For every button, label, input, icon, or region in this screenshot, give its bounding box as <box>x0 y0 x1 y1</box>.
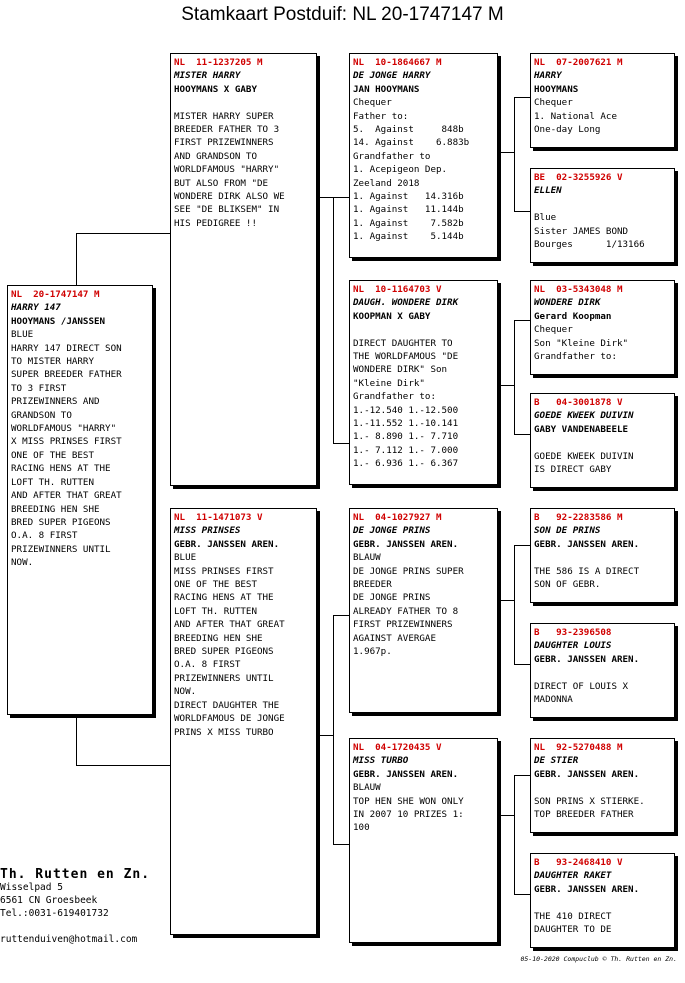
pigeon-name: ELLEN <box>534 185 562 197</box>
pigeon-info-line: BREEDING HEN SHE <box>174 632 263 644</box>
ring-number: NL 20-1747147 M <box>11 289 100 300</box>
pigeon-info-line: SON OF GEBR. <box>534 579 601 591</box>
pigeon-name: HARRY 147 <box>11 302 61 314</box>
ring-number: B 93-2396508 <box>534 627 612 638</box>
pigeon-info-line: 1. Against 7.582b <box>353 217 464 229</box>
pigeon-info-line: ALREADY FATHER TO 8 <box>353 605 459 617</box>
pigeon-info-line: 1.-11.552 1.-10.141 <box>353 418 459 430</box>
pigeon-info-line: DIRECT DAUGHTER THE <box>174 699 280 711</box>
ring-number: NL 11-1237205 M <box>174 57 263 68</box>
pigeon-info-line: BREEDER FATHER TO 3 <box>174 124 280 136</box>
pigeon-info-line: TOP BREEDER FATHER <box>534 809 634 821</box>
pigeon-info-line: THE WORLDFAMOUS "DE <box>353 351 459 363</box>
pigeon-info-line: BLAUW <box>353 782 381 794</box>
pigeon-info-line: DIRECT OF LOUIS X <box>534 680 629 692</box>
pigeon-info-line: BLUE <box>174 552 197 564</box>
pigeon-info-line: PRINS X MISS TURBO <box>174 726 274 738</box>
pigeon-info-line <box>534 896 671 909</box>
pigeon-name: DAUGH. WONDERE DIRK <box>353 297 459 309</box>
pigeon-info-line: PRIZEWINNERS UNTIL <box>174 672 274 684</box>
connector <box>498 385 514 387</box>
pigeon-info-line: AND GRANDSON TO <box>174 150 257 162</box>
pigeon-info-line: 1. Against 14.316b <box>353 191 464 203</box>
owner-email[interactable]: ruttenduiven@hotmail.com <box>0 934 138 945</box>
pigeon-info-line: BREEDING HEN SHE <box>11 503 100 515</box>
pigeon-card-sire-sire <box>349 53 498 258</box>
pigeon-info-line <box>534 551 671 564</box>
ring-number: NL 10-1864667 M <box>353 57 442 68</box>
pigeon-info-line: Son "Kleine Dirk" <box>534 337 629 349</box>
pigeon-info-line: GRANDSON TO <box>11 409 72 421</box>
pigeon-info-line: BLAUW <box>353 552 381 564</box>
pigeon-info-line: HOOYMANS /JANSSEN <box>11 315 106 327</box>
pigeon-info-line: SON PRINS X STIERKE. <box>534 795 645 807</box>
ring-number: NL 03-5343048 M <box>534 284 623 295</box>
connector <box>333 197 350 444</box>
pigeon-info-line: AND AFTER THAT GREAT <box>174 619 285 631</box>
pigeon-info-line: 1. Acepigeon Dep. <box>353 164 448 176</box>
pigeon-info-line: BREEDER <box>353 579 392 591</box>
owner-phone: Tel.:0031-619401732 <box>0 908 109 919</box>
pigeon-info-line: ONE OF THE BEST <box>11 449 94 461</box>
pigeon-info-line: DIRECT DAUGHTER TO <box>353 337 453 349</box>
pigeon-info-line: DE JONGE PRINS SUPER <box>353 565 464 577</box>
pigeon-info-line: LOFT TH. RUTTEN <box>174 605 257 617</box>
pigeon-card-dam-dam-sire <box>530 738 675 833</box>
pigeon-card-sire-sire-sire <box>530 53 675 148</box>
ring-number: B 04-3001878 V <box>534 397 623 408</box>
connector <box>514 97 531 212</box>
pigeon-info-line: HIS PEDIGREE !! <box>174 217 257 229</box>
pigeon-name: HARRY <box>534 70 562 82</box>
pigeon-info-line: PRIZEWINNERS AND <box>11 396 100 408</box>
pigeon-name: MISS PRINSES <box>174 525 241 537</box>
pigeon-info-line: LOFT TH. RUTTEN <box>11 476 94 488</box>
pigeon-info-line: GABY VANDENABEELE <box>534 423 629 435</box>
owner-address-street: Wisselpad 5 <box>0 882 63 893</box>
ring-number: NL 04-1720435 V <box>353 742 442 753</box>
pigeon-info-line: HARRY 147 DIRECT SON <box>11 342 122 354</box>
pigeon-info-line: BRED SUPER PIGEONS <box>174 646 274 658</box>
pigeon-card-dam-sire-sire <box>530 508 675 603</box>
pigeon-info-line: MADONNA <box>534 694 573 706</box>
pigeon-info-line: 1.- 8.890 1.- 7.710 <box>353 431 459 443</box>
pigeon-info-line: KOOPMAN X GABY <box>353 310 431 322</box>
pigeon-name: DE STIER <box>534 755 579 767</box>
pigeon-info-line: 14. Against 6.883b <box>353 137 470 149</box>
pigeon-info-line: THE 410 DIRECT <box>534 910 612 922</box>
pigeon-info-line <box>353 323 494 336</box>
pigeon-name: SON DE PRINS <box>534 525 601 537</box>
pigeon-info-line: NOW. <box>174 686 197 698</box>
pigeon-info-line: WORLDFAMOUS DE JONGE <box>174 713 285 725</box>
pigeon-name: GOEDE KWEEK DUIVIN <box>534 410 634 422</box>
pigeon-info-line: GEBR. JANSSEN AREN. <box>174 538 280 550</box>
pigeon-info-line: 1. National Ace <box>534 110 617 122</box>
pigeon-info-line: GEBR. JANSSEN AREN. <box>534 653 640 665</box>
pigeon-info-line: Bourges 1/13166 <box>534 239 645 251</box>
connector <box>317 197 333 199</box>
pigeon-info-line <box>534 436 671 449</box>
pigeon-info-line: SUPER BREEDER FATHER <box>11 369 122 381</box>
ring-number: BE 02-3255926 V <box>534 172 623 183</box>
pigeon-name: DAUGHTER RAKET <box>534 870 612 882</box>
pigeon-info-line: THE 586 IS A DIRECT <box>534 565 640 577</box>
pigeon-card-sire-dam-sire <box>530 280 675 375</box>
pigeon-info-line: One-day Long <box>534 124 601 136</box>
pigeon-info-line: "Kleine Dirk" <box>353 377 425 389</box>
pigeon-info-line: GEBR. JANSSEN AREN. <box>353 768 459 780</box>
pigeon-info-line: IN 2007 10 PRIZES 1: <box>353 809 464 821</box>
pigeon-card-sire <box>170 53 317 486</box>
pigeon-info-line: JAN HOOYMANS <box>353 83 420 95</box>
pigeon-name: WONDERE DIRK <box>534 297 601 309</box>
connector <box>76 233 171 286</box>
pigeon-info-line: IS DIRECT GABY <box>534 464 612 476</box>
pigeon-info-line: DAUGHTER TO DE <box>534 924 612 936</box>
pigeon-info-line: GOEDE KWEEK DUIVIN <box>534 450 634 462</box>
pigeon-info-line <box>534 198 671 211</box>
pigeon-card-sire-dam-dam <box>530 393 675 488</box>
pigeon-info-line: DE JONGE PRINS <box>353 592 431 604</box>
pigeon-info-line: X MISS PRINSES FIRST <box>11 436 122 448</box>
owner-name: Th. Rutten en Zn. <box>0 867 151 882</box>
pigeon-info-line: WORLDFAMOUS "HARRY" <box>11 423 117 435</box>
ring-number: B 92-2283586 M <box>534 512 623 523</box>
pigeon-info-line: GEBR. JANSSEN AREN. <box>534 883 640 895</box>
connector <box>498 600 514 602</box>
owner-info <box>0 868 150 946</box>
pigeon-card-dam-dam <box>349 738 498 943</box>
pigeon-info-line: WORLDFAMOUS "HARRY" <box>174 164 280 176</box>
pigeon-card-sire-dam <box>349 280 498 485</box>
pigeon-info-line: 1.967p. <box>353 646 392 658</box>
pigeon-info-line: Blue <box>534 212 557 224</box>
pigeon-info-line: HOOYMANS X GABY <box>174 83 257 95</box>
pigeon-info-line: Chequer <box>353 97 392 109</box>
pigeon-info-line: TO MISTER HARRY <box>11 356 94 368</box>
pigeon-info-line: 1.-12.540 1.-12.500 <box>353 404 459 416</box>
pigeon-card-dam-sire <box>349 508 498 713</box>
pigeon-info-line: WONDERE DIRK ALSO WE <box>174 191 285 203</box>
pigeon-info-line: Grandfather to <box>353 150 431 162</box>
ring-number: NL 11-1471073 V <box>174 512 263 523</box>
pigeon-info-line: MISTER HARRY SUPER <box>174 110 274 122</box>
pigeon-info-line: 1. Against 5.144b <box>353 231 464 243</box>
pigeon-info-line: Sister JAMES BOND <box>534 225 629 237</box>
pigeon-info-line: O.A. 8 FIRST <box>174 659 241 671</box>
pigeon-info-line: PRIZEWINNERS UNTIL <box>11 543 111 555</box>
connector <box>76 715 171 766</box>
pigeon-info-line: Father to: <box>353 110 409 122</box>
pigeon-card-dam <box>170 508 317 935</box>
pigeon-info-line: WONDERE DIRK" Son <box>353 364 448 376</box>
pigeon-info-line: RACING HENS AT THE <box>11 463 111 475</box>
pigeon-info-line: 5. Against 848b <box>353 124 464 136</box>
connector <box>333 615 350 845</box>
pigeon-info-line: 1. Against 11.144b <box>353 204 464 216</box>
pigeon-info-line: RACING HENS AT THE <box>174 592 274 604</box>
pigeon-info-line: AGAINST AVERGAE <box>353 632 436 644</box>
pigeon-info-line: BLUE <box>11 329 34 341</box>
pigeon-card-dam-sire-dam <box>530 623 675 718</box>
pigeon-info-line: 1.- 6.936 1.- 6.367 <box>353 458 459 470</box>
pigeon-info-line: Grandfather to: <box>353 391 436 403</box>
pigeon-info-line: MISS PRINSES FIRST <box>174 565 274 577</box>
pigeon-info-line: Grandfather to: <box>534 351 617 363</box>
pigeon-name: MISS TURBO <box>353 755 409 767</box>
pigeon-info-line: GEBR. JANSSEN AREN. <box>534 768 640 780</box>
pigeon-info-line: 100 <box>353 822 370 834</box>
pigeon-info-line: 1.- 7.112 1.- 7.000 <box>353 444 459 456</box>
pigeon-info-line: FIRST PRIZEWINNERS <box>174 137 274 149</box>
pigeon-name: DE JONGE HARRY <box>353 70 431 82</box>
ring-number: NL 04-1027927 M <box>353 512 442 523</box>
ring-number: B 93-2468410 V <box>534 857 623 868</box>
pigeon-info-line: HOOYMANS <box>534 83 579 95</box>
pigeon-info-line: BUT ALSO FROM "DE <box>174 177 269 189</box>
pigeon-info-line: GEBR. JANSSEN AREN. <box>534 538 640 550</box>
pigeon-info-line: Chequer <box>534 97 573 109</box>
pigeon-name: DE JONGE PRINS <box>353 525 431 537</box>
pigeon-info-line <box>534 781 671 794</box>
pigeon-info-line: AND AFTER THAT GREAT <box>11 490 122 502</box>
ring-number: NL 07-2007621 M <box>534 57 623 68</box>
owner-address-city: 6561 CN Groesbeek <box>0 895 98 906</box>
connector <box>498 152 514 154</box>
pigeon-card-dam-dam-dam <box>530 853 675 948</box>
pigeon-info-line: Zeeland 2018 <box>353 177 420 189</box>
pigeon-name: MISTER HARRY <box>174 70 241 82</box>
pigeon-info-line: GEBR. JANSSEN AREN. <box>353 538 459 550</box>
ring-number: NL 92-5270488 M <box>534 742 623 753</box>
connector <box>514 320 531 435</box>
pigeon-info-line <box>174 96 313 109</box>
pigeon-info-line: BRED SUPER PIGEONS <box>11 516 111 528</box>
pigeon-info-line: Gerard Koopman <box>534 310 612 322</box>
connector <box>498 815 514 817</box>
pigeon-info-line: ONE OF THE BEST <box>174 579 257 591</box>
connector <box>514 775 531 895</box>
pigeon-info-line: Chequer <box>534 324 573 336</box>
pigeon-info-line <box>534 666 671 679</box>
pigeon-info-line: NOW. <box>11 557 34 569</box>
pigeon-card-sire-sire-dam <box>530 168 675 263</box>
pigeon-info-line: TOP HEN SHE WON ONLY <box>353 795 464 807</box>
connector <box>514 545 531 665</box>
pigeon-name: DAUGHTER LOUIS <box>534 640 612 652</box>
pigeon-info-line: O.A. 8 FIRST <box>11 530 78 542</box>
page-title: Stamkaart Postduif: NL 20-1747147 M <box>181 4 504 25</box>
pigeon-info-line: FIRST PRIZEWINNERS <box>353 619 453 631</box>
pigeon-info-line: TO 3 FIRST <box>11 382 67 394</box>
pigeon-info-line: SEE "DE BLIKSEM" IN <box>174 204 280 216</box>
ring-number: NL 10-1164703 V <box>353 284 442 295</box>
pigeon-card-subject <box>7 285 153 715</box>
print-stamp: 05-10-2020 Compuclub © Th. Rutten en Zn. <box>520 955 677 963</box>
connector <box>317 735 333 737</box>
